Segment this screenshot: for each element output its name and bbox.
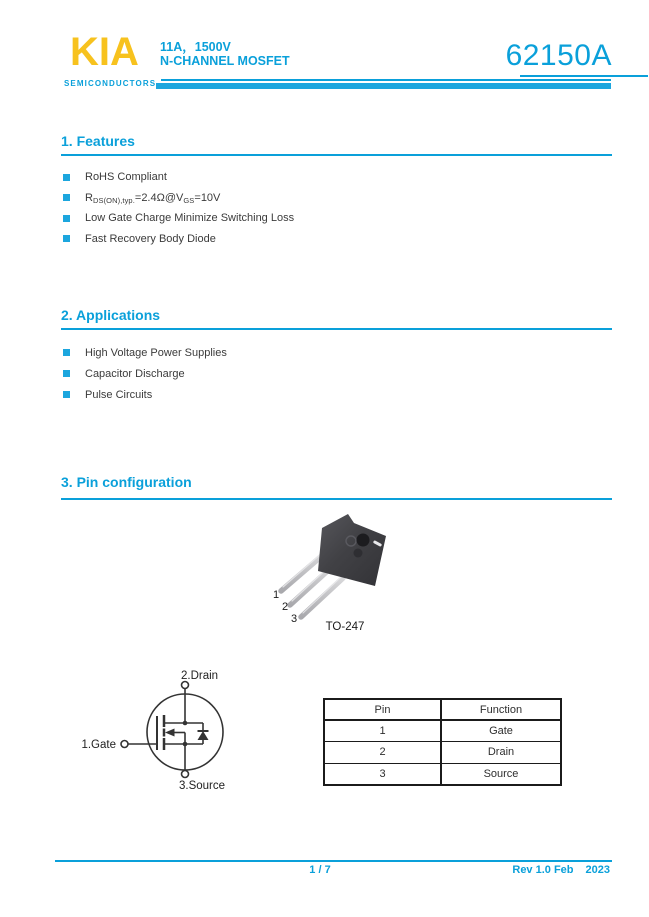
- revision-text: Rev 1.0 Feb: [512, 864, 574, 876]
- table-cell: Drain: [441, 742, 561, 764]
- source-terminal: [182, 771, 189, 778]
- feature-item: RoHS Compliant: [63, 167, 294, 188]
- diode-triangle: [198, 731, 209, 740]
- device-rating: 11A，1500V: [160, 40, 231, 54]
- application-item: Pulse Circuits: [63, 384, 227, 405]
- feature-item: R DS(ON),typ. =2.4Ω@V GS =10V: [63, 188, 294, 209]
- feature-item: Fast Recovery Body Diode: [63, 229, 294, 250]
- table-row: [324, 742, 561, 764]
- gate-terminal: [121, 741, 128, 748]
- package-dimple: [354, 549, 363, 558]
- package-body: [318, 514, 386, 586]
- revision-year: 2023: [585, 864, 610, 876]
- table-cell: 2: [324, 742, 441, 764]
- application-item: High Voltage Power Supplies: [63, 342, 227, 363]
- package-photo: [235, 503, 435, 645]
- package-pin-numbers: [273, 589, 297, 625]
- applications-list: [63, 342, 227, 405]
- table-header-row: [324, 699, 561, 720]
- pin-number-3: 3: [290, 613, 298, 625]
- table-cell: Gate: [441, 720, 561, 742]
- revision-info: [512, 864, 610, 876]
- page-number: 1 / 7: [309, 864, 331, 876]
- drain-label: 2.Drain: [181, 670, 219, 682]
- applications-heading: 2. Applications: [61, 307, 161, 323]
- table-header-cell: Function: [441, 699, 561, 720]
- package-mounting-hole: [357, 534, 370, 547]
- table-row: [324, 763, 561, 785]
- source-junction-dot: [183, 742, 188, 747]
- header-rule-part: [520, 75, 648, 77]
- pin-function-table: [323, 698, 562, 786]
- applications-rule: [61, 328, 612, 330]
- pin-configuration-heading: 3. Pin configuration: [61, 474, 192, 490]
- part-number: 62150A: [505, 39, 612, 72]
- features-rule: [61, 154, 612, 156]
- table-row: [324, 720, 561, 742]
- mosfet-symbol: [55, 655, 315, 800]
- source-label: 3.Source: [179, 780, 226, 792]
- header-bar: [156, 83, 611, 89]
- table-cell: Source: [441, 763, 561, 785]
- package-lead-1: [281, 554, 324, 591]
- pin-configuration-rule: [61, 498, 612, 500]
- header-rule-thin: [161, 79, 611, 81]
- table-cell: 1: [324, 720, 441, 742]
- package-caption: TO-247: [325, 621, 365, 633]
- application-item: Capacitor Discharge: [63, 363, 227, 384]
- gate-label: 1.Gate: [81, 739, 116, 751]
- pin-number-2: 2: [281, 601, 289, 613]
- feature-item: Low Gate Charge Minimize Switching Loss: [63, 208, 294, 229]
- footer-rule: [55, 860, 612, 862]
- features-list: [63, 167, 294, 249]
- body-arrow: [165, 729, 175, 737]
- device-type: N-CHANNEL MOSFET: [160, 54, 290, 68]
- drain-terminal: [182, 682, 189, 689]
- drain-junction-dot: [183, 721, 188, 726]
- table-cell: 3: [324, 763, 441, 785]
- kia-logo: KIA: [70, 30, 139, 74]
- table-header-cell: Pin: [324, 699, 441, 720]
- kia-logo-subtext: SEMICONDUCTORS: [64, 79, 157, 88]
- package-lead-3: [301, 578, 343, 617]
- pin-number-1: 1: [272, 589, 280, 601]
- features-heading: 1. Features: [61, 133, 135, 149]
